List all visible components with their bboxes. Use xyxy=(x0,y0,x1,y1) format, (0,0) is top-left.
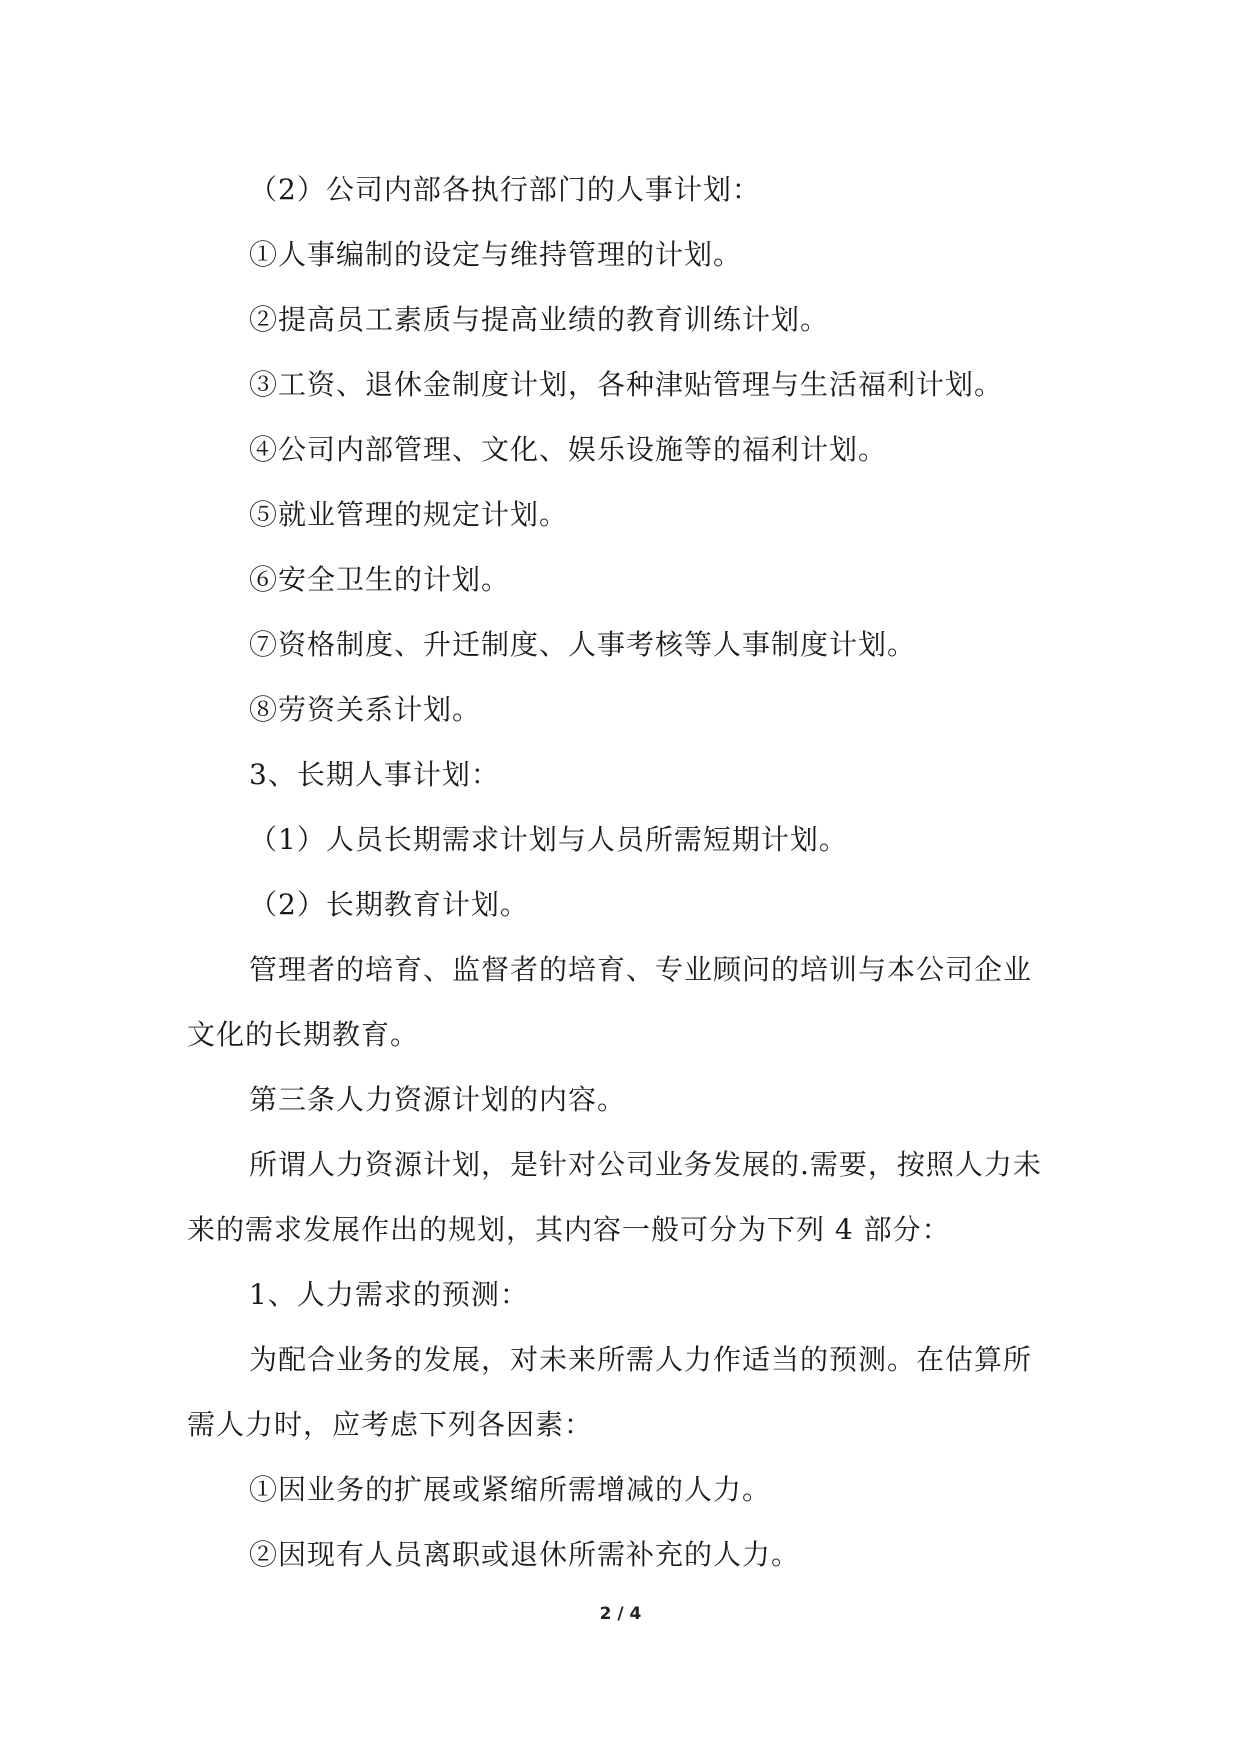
paragraph: 为配合业务的发展，对未来所需人力作适当的预测。在估算所需人力时，应考虑下列各因素： xyxy=(187,1343,1033,1441)
paragraph: （2）长期教育计划。 xyxy=(249,888,529,921)
document-body xyxy=(187,157,1057,1587)
paragraph: ⑧劳资关系计划。 xyxy=(249,693,482,726)
page-number: 2 / 4 xyxy=(599,1604,642,1624)
paragraph: ⑥安全卫生的计划。 xyxy=(249,563,511,596)
paragraph: ①人事编制的设定与维持管理的计划。 xyxy=(249,238,743,271)
paragraph: ⑤就业管理的规定计划。 xyxy=(249,498,569,531)
paragraph: ①因业务的扩展或紧缩所需增减的人力。 xyxy=(249,1473,772,1506)
paragraph: 所谓人力资源计划，是针对公司业务发展的.需要，按照人力未来的需求发展作出的规划，其内容一般可分为下列 4 部分： xyxy=(187,1148,1042,1246)
paragraph: （1）人员长期需求计划与人员所需短期计划。 xyxy=(249,823,848,856)
paragraph: ③工资、退休金制度计划，各种津贴管理与生活福利计划。 xyxy=(249,368,1004,401)
paragraph: ②提高员工素质与提高业绩的教育训练计划。 xyxy=(249,303,830,336)
paragraph: 3、长期人事计划： xyxy=(249,758,500,791)
paragraph: ④公司内部管理、文化、娱乐设施等的福利计划。 xyxy=(249,433,888,466)
paragraph: （2）公司内部各执行部门的人事计划： xyxy=(249,173,761,206)
paragraph: 管理者的培育、监督者的培育、专业顾问的培训与本公司企业文化的长期教育。 xyxy=(187,953,1033,1051)
paragraph: 1、人力需求的预测： xyxy=(249,1278,529,1311)
paragraph: 第三条人力资源计划的内容。 xyxy=(249,1083,627,1116)
paragraph: ⑦资格制度、升迁制度、人事考核等人事制度计划。 xyxy=(249,628,917,661)
paragraph: ②因现有人员离职或退休所需补充的人力。 xyxy=(249,1538,801,1571)
